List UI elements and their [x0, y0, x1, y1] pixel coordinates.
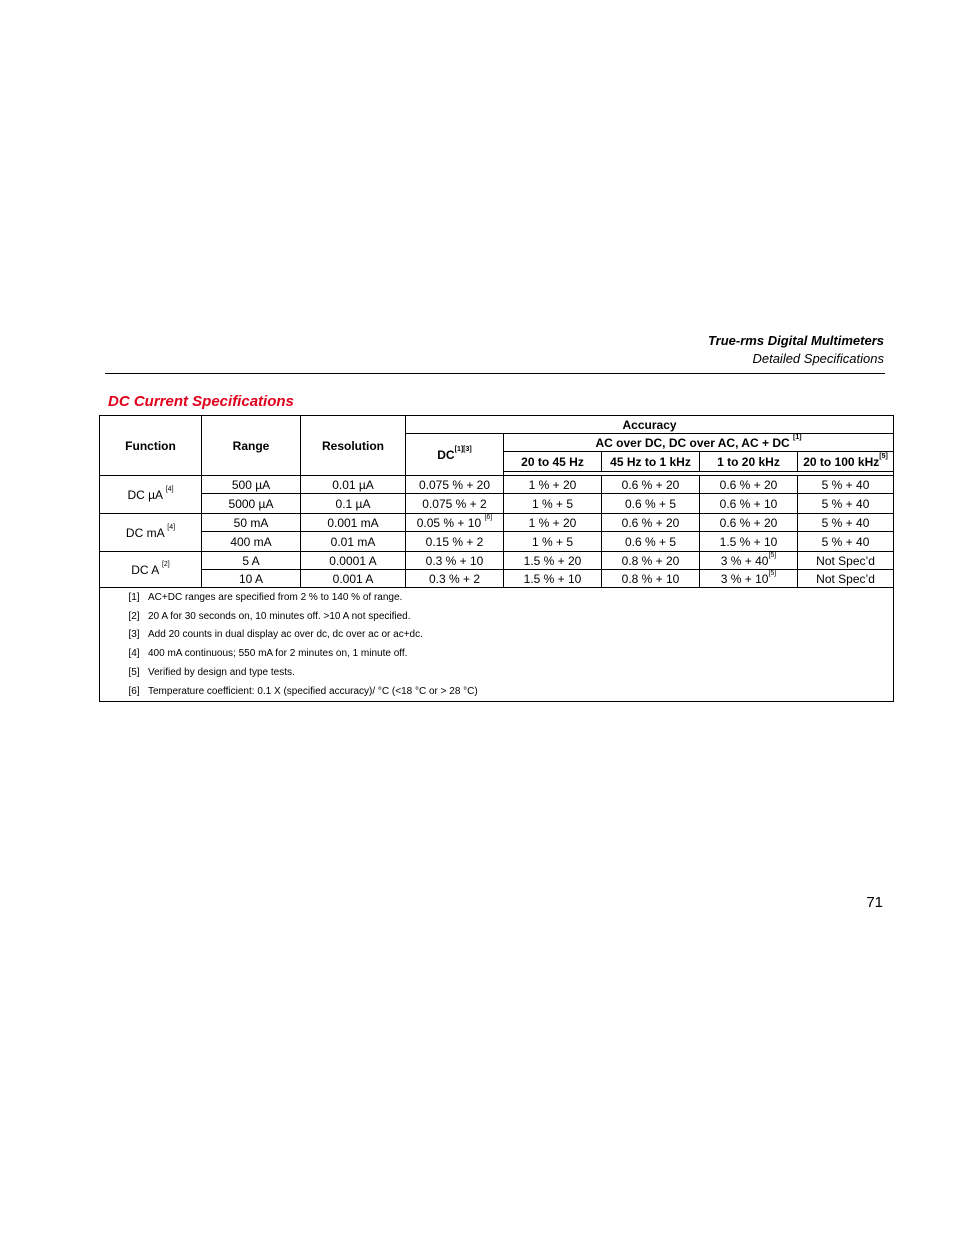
section-title: DC Current Specifications [108, 393, 294, 410]
header-freq-4-footnote: [5] [879, 452, 888, 460]
footnote-number: [4] [128, 648, 140, 660]
resolution-cell: 0.001 A [301, 570, 406, 588]
header-freq-1: 20 to 45 Hz [504, 452, 602, 472]
freq-3-value: 3 % + 40 [720, 553, 769, 568]
function-footnote: [4] [167, 523, 176, 531]
dc-value: 0.15 % + 2 [425, 534, 484, 549]
range-cell: 500 µA [202, 476, 301, 494]
footnote [100, 588, 893, 607]
dc-cell [406, 514, 504, 532]
header-ac-group-footnote: [1] [792, 433, 802, 441]
table-row [100, 494, 894, 514]
footnote-number: [2] [128, 610, 140, 622]
freq-4-cell: Not Spec’d [798, 552, 894, 570]
function-label: DC mA [125, 525, 168, 540]
freq-3-footnote: [5] [768, 551, 777, 559]
freq-4-cell: Not Spec’d [798, 570, 894, 588]
footnote-text: Verified by design and type tests. [148, 667, 295, 679]
footnote-text: AC+DC ranges are specified from 2 % to 140 % of range. [148, 591, 403, 603]
freq-3-cell [700, 514, 798, 532]
dc-cell [406, 532, 504, 552]
function-footnote: [2] [161, 560, 170, 568]
dc-cell [406, 494, 504, 514]
footnotes-cell [100, 588, 894, 702]
header-freq-3: 1 to 20 kHz [700, 452, 798, 472]
dc-footnote: [6] [484, 513, 493, 521]
header-ac-group-label: AC over DC, DC over AC, AC + DC [595, 435, 793, 450]
header-range: Range [202, 416, 301, 476]
dc-value: 0.075 % + 2 [422, 496, 487, 511]
function-label: DC A [131, 562, 162, 577]
freq-1-cell: 1.5 % + 20 [504, 552, 602, 570]
footnote-number: [5] [128, 667, 140, 679]
range-cell: 50 mA [202, 514, 301, 532]
header-freq-4 [798, 452, 894, 472]
range-cell: 5 A [202, 552, 301, 570]
dc-value: 0.05 % + 10 [416, 515, 485, 530]
freq-3-cell [700, 552, 798, 570]
freq-1-cell: 1.5 % + 10 [504, 570, 602, 588]
footnote [100, 607, 893, 626]
footnote-text: 400 mA continuous; 550 mA for 2 minutes on, 1 minute off. [148, 648, 408, 660]
freq-3-value: 1.5 % + 10 [719, 534, 778, 549]
freq-3-value: 3 % + 10 [720, 571, 769, 586]
header-dc-footnote: [1][3] [454, 445, 472, 453]
dc-cell [406, 570, 504, 588]
table-row [100, 532, 894, 552]
freq-3-footnote: [5] [768, 569, 777, 577]
header-freq-4-label: 20 to 100 kHz [803, 454, 880, 469]
freq-2-cell: 0.6 % + 20 [602, 514, 700, 532]
freq-2-cell: 0.6 % + 20 [602, 476, 700, 494]
freq-1-cell: 1 % + 20 [504, 514, 602, 532]
footnote [100, 644, 893, 663]
table-row [100, 514, 894, 532]
freq-3-cell [700, 532, 798, 552]
dc-value: 0.075 % + 20 [418, 477, 491, 492]
freq-2-cell: 0.8 % + 10 [602, 570, 700, 588]
resolution-cell: 0.0001 A [301, 552, 406, 570]
resolution-cell: 0.001 mA [301, 514, 406, 532]
resolution-cell: 0.1 µA [301, 494, 406, 514]
footnote-number: [6] [128, 685, 140, 697]
table-row [100, 570, 894, 588]
header-resolution: Resolution [301, 416, 406, 476]
header-ac-group [504, 434, 894, 452]
footnote-text: 20 A for 30 seconds on, 10 minutes off. >10 A not specified. [148, 610, 411, 622]
document-subtitle: Detailed Specifications [752, 351, 884, 366]
footnote-number: [1] [128, 591, 140, 603]
table-row [100, 552, 894, 570]
page-number: 71 [866, 894, 883, 911]
freq-4-cell: 5 % + 40 [798, 476, 894, 494]
footnote-text: Temperature coefficient: 0.1 X (specified accuracy)/ °C (<18 °C or > 28 °C) [148, 685, 478, 697]
range-cell: 10 A [202, 570, 301, 588]
dc-value: 0.3 % + 2 [428, 571, 481, 586]
resolution-cell: 0.01 µA [301, 476, 406, 494]
freq-1-cell: 1 % + 20 [504, 476, 602, 494]
footnote [100, 626, 893, 645]
dc-current-spec-table [99, 415, 894, 702]
function-label: DC µA [127, 487, 166, 502]
freq-3-cell [700, 476, 798, 494]
freq-1-cell: 1 % + 5 [504, 494, 602, 514]
range-cell: 5000 µA [202, 494, 301, 514]
freq-3-value: 0.6 % + 20 [719, 515, 778, 530]
table-row [100, 476, 894, 494]
freq-2-cell: 0.6 % + 5 [602, 532, 700, 552]
freq-3-cell [700, 570, 798, 588]
freq-2-cell: 0.6 % + 5 [602, 494, 700, 514]
dc-value: 0.3 % + 10 [425, 553, 484, 568]
header-dc [406, 434, 504, 476]
dc-cell [406, 552, 504, 570]
freq-1-cell: 1 % + 5 [504, 532, 602, 552]
footnote-number: [3] [128, 629, 140, 641]
resolution-cell: 0.01 mA [301, 532, 406, 552]
header-freq-2: 45 Hz to 1 kHz [602, 452, 700, 472]
document-title: True-rms Digital Multimeters [707, 333, 884, 348]
freq-4-cell: 5 % + 40 [798, 532, 894, 552]
footnote [100, 682, 893, 701]
footnote-text: Add 20 counts in dual display ac over dc, dc over ac or ac+dc. [148, 629, 423, 641]
freq-3-value: 0.6 % + 10 [719, 496, 778, 511]
function-footnote: [4] [165, 485, 174, 493]
function-cell [100, 476, 202, 514]
freq-3-cell [700, 494, 798, 514]
footnote [100, 663, 893, 682]
freq-3-value: 0.6 % + 20 [719, 477, 778, 492]
header-dc-label: DC [437, 447, 455, 462]
freq-2-cell: 0.8 % + 20 [602, 552, 700, 570]
header-accuracy: Accuracy [406, 416, 894, 434]
freq-4-cell: 5 % + 40 [798, 514, 894, 532]
header-rule [105, 373, 885, 374]
header-function: Function [100, 416, 202, 476]
freq-4-cell: 5 % + 40 [798, 494, 894, 514]
range-cell: 400 mA [202, 532, 301, 552]
function-cell [100, 552, 202, 588]
dc-cell [406, 476, 504, 494]
function-cell [100, 514, 202, 552]
